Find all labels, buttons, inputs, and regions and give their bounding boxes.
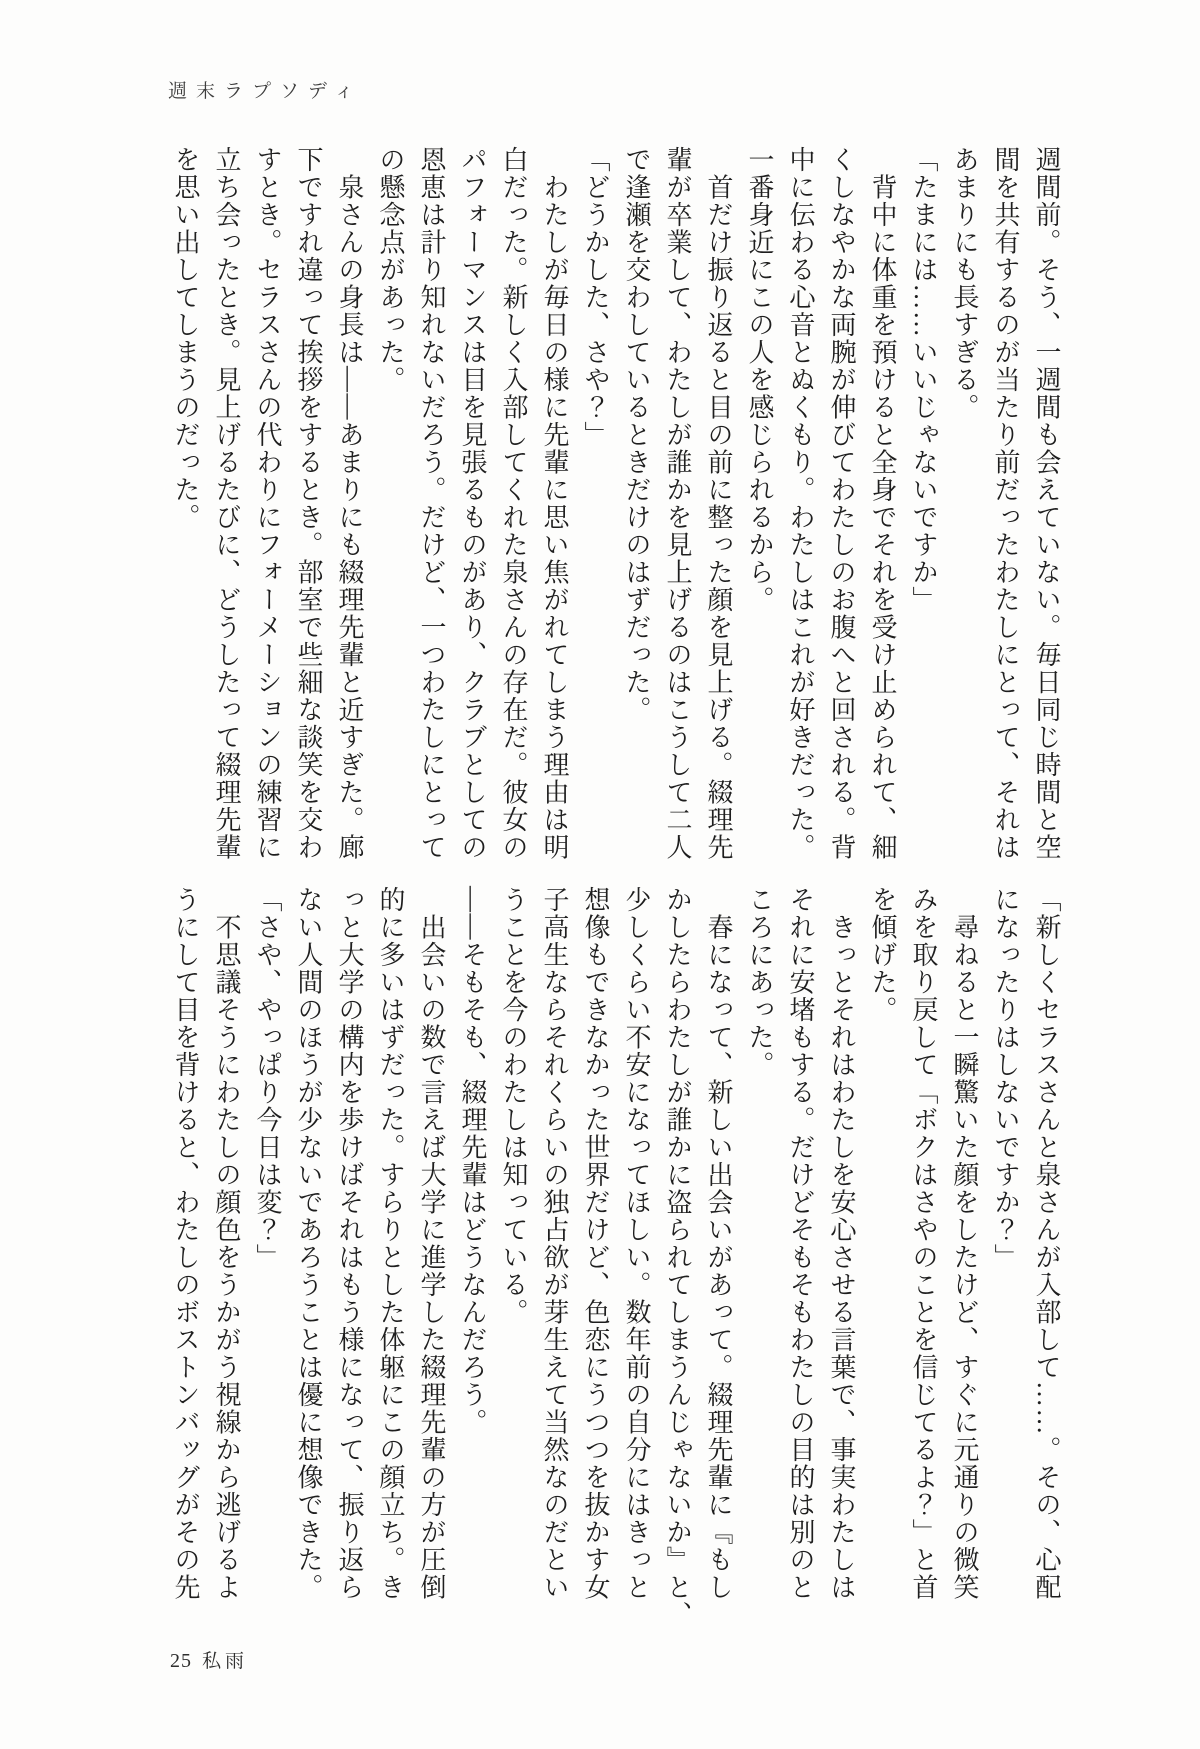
text-column: 子高生ならそれくらいの独占欲が芽生えて当然なのだとい bbox=[540, 886, 569, 1601]
text-column: 輩が卒業して、わたしが誰かを見上げるのはこうして二人 bbox=[663, 146, 692, 861]
text-column: 下ですれ違って挨拶をするとき。部室で些細な談笑を交わ bbox=[294, 146, 323, 861]
text-column: わたしが毎日の様に先輩に思い焦がれてしまう理由は明 bbox=[540, 146, 569, 861]
text-column: ない人間のほうが少ないであろうことは優に想像できた。 bbox=[294, 886, 323, 1601]
page-number: 25 bbox=[170, 1650, 192, 1672]
text-column: 春になって、新しい出会いがあって。綴理先輩に『もし bbox=[704, 886, 733, 1601]
text-column: くしなやかな両腕が伸びてわたしのお腹へと回される。背 bbox=[827, 146, 856, 861]
text-column: 首だけ振り返ると目の前に整った顔を見上げる。綴理先 bbox=[704, 146, 733, 861]
text-column: 泉さんの身長は――あまりにも綴理先輩と近すぎた。廊 bbox=[335, 146, 364, 861]
page-footer bbox=[170, 1646, 248, 1673]
text-column: みを取り戻して「ボクはさやのことを信じてるよ？」と首 bbox=[909, 886, 938, 1601]
text-column: それに安堵もする。だけどそもそもわたしの目的は別のと bbox=[786, 886, 815, 1601]
text-column: きっとそれはわたしを安心させる言葉で、事実わたしは bbox=[827, 886, 856, 1601]
text-column: 恩恵は計り知れないだろう。だけど、一つわたしにとって bbox=[417, 146, 446, 861]
book-title: 私雨 bbox=[202, 1651, 249, 1672]
text-column: で逢瀬を交わしているときだけのはずだった。 bbox=[622, 146, 651, 724]
text-column: 的に多いはずだった。すらりとした体躯にこの顔立ち。き bbox=[376, 886, 405, 1601]
text-column: パフォーマンスは目を見張るものがあり、クラブとしての bbox=[458, 146, 487, 861]
text-column: 一番身近にこの人を感じられるから。 bbox=[745, 146, 774, 614]
text-column: を傾げた。 bbox=[868, 886, 897, 1024]
text-block-bottom bbox=[165, 886, 1067, 1629]
text-column: を思い出してしまうのだった。 bbox=[171, 146, 200, 531]
text-column: 不思議そうにわたしの顔色をうかがう視線から逃げるよ bbox=[212, 886, 241, 1601]
text-column: 尋ねると一瞬驚いた顔をしたけど、すぐに元通りの微笑 bbox=[950, 886, 979, 1601]
text-column: 「たまには……いいじゃないですか」 bbox=[909, 146, 938, 614]
text-column: 背中に体重を預けると全身でそれを受け止められて、細 bbox=[868, 146, 897, 861]
text-column: っと大学の構内を歩けばそれはもう様になって、振り返ら bbox=[335, 886, 364, 1601]
text-column: 週間前。そう、一週間も会えていない。毎日同じ時間と空 bbox=[1032, 146, 1061, 861]
text-column: 出会いの数で言えば大学に進学した綴理先輩の方が圧倒 bbox=[417, 886, 446, 1601]
text-column: 白だった。新しく入部してくれた泉さんの存在だ。彼女の bbox=[499, 146, 528, 861]
text-column: ころにあった。 bbox=[745, 886, 774, 1079]
text-column: かしたらわたしが誰かに盗られてしまうんじゃないか』と、 bbox=[663, 886, 692, 1629]
running-header-chapter-title: 週末ラプソディ bbox=[168, 81, 363, 102]
text-column: の懸念点があった。 bbox=[376, 146, 405, 394]
text-column: あまりにも長すぎる。 bbox=[950, 146, 979, 421]
text-column: 「新しくセラスさんと泉さんが入部して……。その、心配 bbox=[1032, 886, 1061, 1601]
text-column: 「さや、やっぱり今日は変？」 bbox=[253, 886, 282, 1271]
text-column: 中に伝わる心音とぬくもり。わたしはこれが好きだった。 bbox=[786, 146, 815, 861]
text-column: 立ち会ったとき。見上げるたびに、どうしたって綴理先輩 bbox=[212, 146, 241, 861]
text-column: すとき。セラスさんの代わりにフォーメーションの練習に bbox=[253, 146, 282, 861]
text-column: うことを今のわたしは知っている。 bbox=[499, 886, 528, 1326]
text-column: うにして目を背けると、わたしのボストンバッグがその先 bbox=[171, 886, 200, 1601]
text-column: 想像もできなかった世界だけど、色恋にうつつを抜かす女 bbox=[581, 886, 610, 1601]
text-column: 「どうかした、さや？」 bbox=[581, 146, 610, 449]
text-block-top bbox=[165, 146, 1067, 866]
text-column: になったりはしないですか？」 bbox=[991, 886, 1020, 1271]
text-column: 少しくらい不安になってほしい。数年前の自分にはきっと bbox=[622, 886, 651, 1601]
text-column: 間を共有するのが当たり前だったわたしにとって、それは bbox=[991, 146, 1020, 861]
text-column: ――そもそも、綴理先輩はどうなんだろう。 bbox=[458, 886, 487, 1436]
